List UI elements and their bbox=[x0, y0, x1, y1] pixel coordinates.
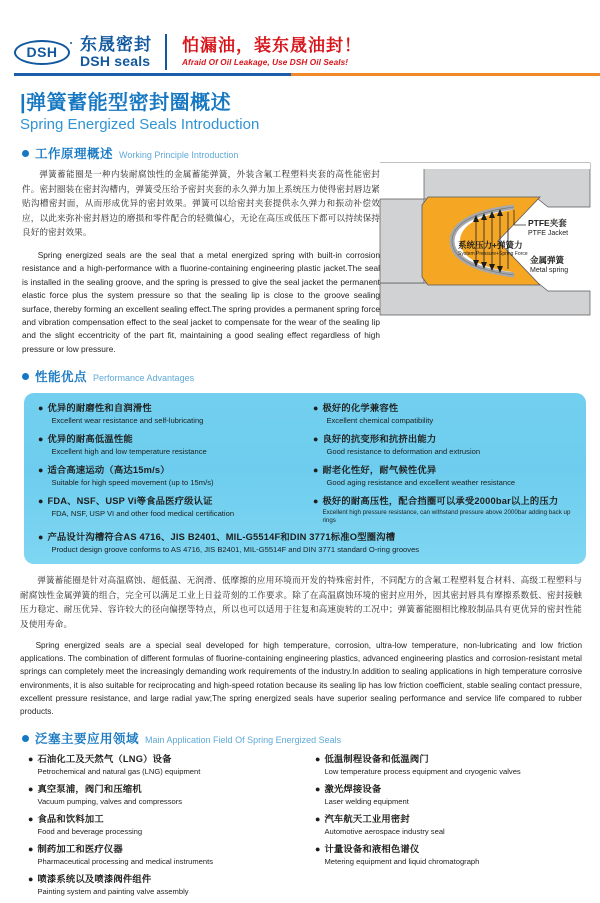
bullet-icon: ● bbox=[38, 434, 44, 445]
logo-divider bbox=[165, 34, 167, 70]
application-en: Painting system and painting valve assembly bbox=[37, 886, 189, 896]
bullet-icon: ● bbox=[28, 874, 34, 885]
application-en: Metering equipment and liquid chromatograph bbox=[324, 856, 480, 866]
page-title-cn: |弹簧蓄能型密封圈概述 bbox=[20, 92, 232, 114]
advantage-en: Good resistance to deformation and extrusion bbox=[326, 446, 481, 456]
seal-cross-section-diagram bbox=[380, 163, 590, 313]
bullet-icon: ● bbox=[38, 532, 44, 543]
list-item bbox=[28, 783, 307, 807]
advantage-cn: 极好的化学兼容性 bbox=[322, 403, 399, 414]
application-cn: 低温制程设备和低温阀门 bbox=[324, 754, 429, 765]
bullet-icon: ● bbox=[28, 754, 34, 765]
applications-column-right bbox=[307, 753, 586, 903]
application-cn: 计量设备和液相色谱仪 bbox=[324, 844, 420, 855]
bullet-icon: ● bbox=[313, 465, 319, 476]
advantage-en: Good aging resistance and excellent weather resistance bbox=[326, 477, 516, 487]
application-en: Low temperature process equipment and cryogenic valves bbox=[324, 766, 521, 776]
list-item bbox=[315, 843, 586, 867]
dsh-logo-mark: DSH bbox=[14, 40, 70, 65]
application-cn: 食品和饮料加工 bbox=[37, 814, 104, 825]
advantage-en: Excellent chemical compatibility bbox=[326, 415, 434, 425]
bullet-icon: ● bbox=[315, 844, 321, 855]
advantage-cn: 优异的耐磨性和自润滑性 bbox=[47, 403, 152, 414]
header-rule-orange bbox=[291, 73, 600, 76]
section-heading-principle-cn: 工作原理概述 bbox=[35, 147, 114, 161]
application-en: Pharmaceutical processing and medical instruments bbox=[37, 856, 214, 866]
advantages-column-right bbox=[307, 402, 576, 524]
section-heading-advantages-cn: 性能优点 bbox=[35, 370, 88, 385]
diagram-top-clip bbox=[380, 163, 590, 169]
advantages-column-left bbox=[38, 402, 307, 524]
application-en: Automotive aerospace industry seal bbox=[324, 826, 445, 836]
section-heading-applications-cn: 泛塞主要应用领域 bbox=[35, 732, 140, 747]
page-title-en: Spring Energized Seals Introduction bbox=[20, 116, 260, 133]
page-title bbox=[0, 78, 600, 133]
application-cn: 激光焊接设备 bbox=[324, 784, 382, 795]
application-cn: 石油化工及天然气（LNG）设备 bbox=[37, 754, 172, 765]
list-item bbox=[28, 843, 307, 867]
brand-name-en: DSH seals bbox=[80, 52, 151, 69]
diagram-lower-housing bbox=[380, 283, 590, 315]
advantage-en: Suitable for high speed movement (up to 15m/s) bbox=[51, 477, 214, 487]
page-header bbox=[0, 0, 600, 78]
summary-paragraph-cn: 弹簧蓄能圈是针对高温腐蚀、超低温、无润滑、低摩擦的应用环境而开发的特殊密封件，不同配方的含氟工程塑料复合材料、高级工程塑料与耐腐蚀性金属弹簧的组合，完全可以满足工业上日益苛刻的工作要求。除了在高温腐蚀环境的密封应用外，因其密封唇具有摩擦系数低、密封接触压力稳定、耐压优异、容许较大的径向偏摆等特点，所以也可以适用于往复和高速旋转的工况中；弹簧蓄能圈相比橡胶制品具有更优异的密封性能及使用寿命。 bbox=[20, 575, 582, 629]
bullet-icon: ● bbox=[313, 434, 319, 445]
principle-paragraph-en: Spring energized seals are the seal that a metal energized spring with built-in corrosion resistance and a high-performance with a fluorine-containing engineering plastic jacket.The seal is installed in the sealing groove, and the spring is pressed to give the seal jacket the permanent elastic force plus the system pressure so that the sealing lip is close to the groove sealing surface, thereby forming an excellent sealing effect.The spring provides a permanent spring force and vibration compensation effect to the seal jacket to compensate for the wear of the sealing lip and the slight eccentricity of the part fit, maintaining a good sealing effect regardless of high pressure or low pressure. bbox=[22, 249, 380, 354]
bullet-dot-icon bbox=[22, 735, 29, 742]
header-rule bbox=[14, 73, 600, 76]
advantage-en: Excellent high pressure resistance, can withstand pressure above 2000bar adding back up rings bbox=[322, 508, 571, 524]
bullet-icon: ● bbox=[28, 814, 34, 825]
list-item bbox=[38, 464, 307, 488]
advantage-cn: 优异的耐高低温性能 bbox=[47, 434, 133, 445]
brand-logo bbox=[14, 34, 362, 70]
diagram-label-force-cn: 系统压力+弹簧力 bbox=[458, 240, 523, 250]
application-cn: 制药加工和医疗仪器 bbox=[37, 844, 123, 855]
advantage-cn: 良好的抗变形和抗挤出能力 bbox=[322, 434, 437, 445]
bullet-dot-icon bbox=[22, 373, 29, 380]
application-en: Petrochemical and natural gas (LNG) equipment bbox=[37, 766, 201, 776]
advantage-en: Product design groove conforms to AS 4716, JIS B2401, MIL-G5514F and DIN 3771 standard O-ring grooves bbox=[51, 544, 420, 554]
list-item bbox=[28, 873, 307, 897]
bullet-icon: ● bbox=[315, 814, 321, 825]
advantages-columns bbox=[38, 402, 576, 524]
list-item bbox=[313, 495, 576, 524]
list-item bbox=[38, 495, 307, 519]
principle-body bbox=[0, 165, 600, 356]
bullet-icon: ● bbox=[315, 754, 321, 765]
section-heading-applications bbox=[0, 718, 600, 750]
summary-paragraph-en: Spring energized seals are a special seal developed for high temperature, corrosion, ultra-low temperature, non-lubricating and low friction applications. The combination of different formulas of fluorine-containing engineering plastics, advanced engineering plastics and corrosion-resistant metal springs can completely meet the increasingly demanding work requirements of the industry.In addition to sealing applications in high temperature corrosive environments, it is also suitable for reciprocating and high-speed rotation because its sealing lip has low friction coefficient, stable sealing contact pressure, excellent pressure resistance, and large radial yaw;The spring energized seals have superior sealing performance and service life compared to rubber products. bbox=[20, 640, 582, 716]
list-item bbox=[315, 813, 586, 837]
list-item bbox=[315, 753, 586, 777]
diagram-label-jacket-cn: PTFE夹套 bbox=[528, 218, 567, 228]
header-rule-blue bbox=[14, 73, 291, 76]
brand-name bbox=[76, 36, 152, 69]
section-heading-advantages-en: Performance Advantages bbox=[93, 373, 195, 384]
applications-columns bbox=[28, 753, 586, 903]
list-item bbox=[313, 464, 576, 488]
application-en: Food and beverage processing bbox=[37, 826, 143, 836]
bullet-icon: ● bbox=[38, 403, 44, 414]
section-heading-principle-en: Working Principle Introduction bbox=[119, 150, 239, 160]
bullet-icon: ● bbox=[38, 496, 44, 507]
list-item bbox=[315, 783, 586, 807]
bullet-icon: ● bbox=[28, 784, 34, 795]
seal-diagram-svg bbox=[380, 163, 590, 315]
section-heading-advantages bbox=[0, 356, 600, 388]
application-cn: 汽车航天工业用密封 bbox=[324, 814, 410, 825]
list-item bbox=[313, 402, 576, 426]
list-item bbox=[38, 531, 576, 555]
diagram-label-force-en: System Pressure+Spring Force bbox=[458, 251, 528, 257]
diagram-side-wall bbox=[380, 199, 424, 283]
bullet-dot-icon bbox=[22, 150, 29, 157]
bullet-icon: ● bbox=[28, 844, 34, 855]
application-cn: 喷漆系统以及喷漆阀件组件 bbox=[37, 874, 152, 885]
section-heading-applications-en: Main Application Field Of Spring Energized Seals bbox=[145, 735, 342, 746]
section-heading-principle bbox=[0, 133, 600, 165]
advantage-en: FDA, NSF, USP VI and other food medical certification bbox=[51, 508, 235, 518]
diagram-label-jacket-en: PTFE Jacket bbox=[528, 230, 569, 237]
advantage-cn: 耐老化性好，耐气候性优异 bbox=[322, 465, 437, 476]
brand-slogan bbox=[182, 37, 362, 67]
application-cn: 真空泵浦，阀门和压缩机 bbox=[37, 784, 142, 795]
list-item bbox=[28, 813, 307, 837]
advantage-cn: 适合高速运动（高达15m/s） bbox=[47, 465, 170, 476]
diagram-label-spring-en: Metal spring bbox=[530, 267, 569, 274]
advantage-en: Excellent wear resistance and self-lubricating bbox=[51, 415, 204, 425]
advantages-panel bbox=[24, 393, 586, 564]
bullet-icon: ● bbox=[38, 465, 44, 476]
bullet-icon: ● bbox=[315, 784, 321, 795]
bullet-icon: ● bbox=[313, 403, 319, 414]
principle-paragraph-cn: 弹簧蓄能圈是一种内装耐腐蚀性的金属蓄能弹簧，外装含氟工程塑料夹套的高性能密封件。密封圈装在密封沟槽内，弹簧受压给予密封夹套的永久弹力加上系统压力使得密封唇边紧贴沟槽密封面，从而形成优异的密封效果。弹簧可以给密封夹套提供永久弹力和振动补偿效应，以此来弥补密封唇边的磨损和零件配合的轻微偏心，无论在高压或低压下都可以持续保持良好的密封效果。 bbox=[22, 169, 380, 238]
advantage-en: Excellent high and low temperature resistance bbox=[51, 446, 207, 456]
list-item bbox=[38, 402, 307, 426]
slogan-en: Afraid Of Oil Leakage, Use DSH Oil Seals! bbox=[182, 57, 349, 67]
brand-name-cn: 东晟密封 bbox=[80, 34, 152, 54]
list-item bbox=[313, 433, 576, 457]
advantage-cn: 极好的耐高压性，配合挡圈可以承受2000bar以上的压力 bbox=[322, 496, 559, 507]
diagram-label-spring-cn: 金属弹簧 bbox=[530, 255, 565, 265]
advantage-cn: FDA、NSF、USP Vi等食品医疗级认证 bbox=[47, 496, 213, 507]
slogan-cn: 怕漏油，装东晟油封！ bbox=[182, 36, 362, 56]
list-item bbox=[28, 753, 307, 777]
advantage-cn: 产品设计沟槽符合AS 4716、JIS B2401、MIL-G5514F和DIN 3771标准O型圈沟槽 bbox=[47, 532, 396, 543]
list-item bbox=[38, 433, 307, 457]
bullet-icon: ● bbox=[313, 496, 319, 507]
applications-column-left bbox=[28, 753, 307, 903]
application-en: Vacuum pumping, valves and compressors bbox=[37, 796, 183, 806]
application-en: Laser welding equipment bbox=[324, 796, 409, 806]
